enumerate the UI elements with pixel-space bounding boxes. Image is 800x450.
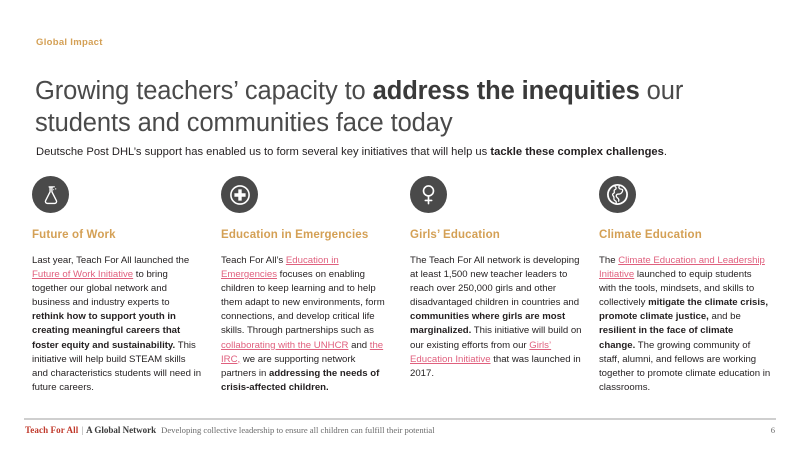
body-text: Teach For All’s: [221, 255, 286, 266]
body-text: that was launched in 2017.: [410, 353, 581, 379]
page-title: [35, 75, 770, 139]
body-text: The growing community of staff, alumni, and fellows are working together to promote climate education in classrooms.: [599, 339, 771, 393]
body-text: and: [348, 339, 370, 351]
body-text: This initiative will help build STEAM skills and characteristics students will need in future careers.: [32, 339, 202, 393]
initiative-heading: Climate Education: [599, 229, 702, 241]
initiatives-columns: [32, 176, 772, 395]
female-symbol-icon: [410, 176, 447, 213]
initiative-body: [32, 254, 204, 395]
body-text: Last year, Teach For All launched the: [32, 255, 190, 266]
body-text: This initiative will build on our existing efforts from our: [410, 325, 582, 351]
body-link[interactable]: Girls’ Education Initiative: [410, 339, 552, 365]
body-text: The Teach For All network is developing at least 1,500 new teacher leaders to reach over 250,000 girls and other disadvantaged children in countries and: [410, 255, 580, 309]
title-part-2: our students and communities face today: [35, 77, 684, 138]
body-text: and be: [708, 311, 741, 323]
body-text: The: [599, 255, 619, 266]
initiative-column-education-in-emergencies: [221, 176, 393, 395]
initiative-body: [599, 254, 771, 395]
initiative-column-future-of-work: [32, 176, 204, 395]
body-emphasis: addressing the needs of crisis-affected children.: [221, 367, 380, 393]
body-emphasis: rethink how to support youth in creating meaningful careers that foster equity and sustainability.: [32, 311, 181, 351]
initiative-heading: Future of Work: [32, 229, 116, 241]
footer: [25, 425, 775, 435]
initiative-body: [410, 254, 582, 381]
body-text: launched to equip students with the tools, mindsets, and skills to collectively: [599, 269, 755, 309]
body-emphasis: communities where girls are most marginalized.: [410, 311, 566, 337]
body-link[interactable]: Education in Emergencies: [221, 255, 339, 281]
brand-subtitle: A Global Network: [86, 425, 157, 435]
brand-separator: |: [81, 425, 84, 435]
flask-icon: [32, 176, 69, 213]
eyebrow-label: Global Impact: [36, 37, 103, 48]
body-link[interactable]: Climate Education and Leadership Initiative: [599, 255, 765, 281]
title-emphasis: address the inequities: [372, 77, 640, 106]
initiative-body: [221, 254, 393, 395]
body-text: to bring together our global network and business and industry experts to: [32, 269, 170, 309]
body-text: focuses on enabling children to keep learning and to help them adapt to new environments, form connections, and develop critical life skills. Through partnerships such as: [221, 269, 385, 337]
title-part-1: Growing teachers’ capacity to: [35, 77, 373, 106]
brand-name: Teach For All: [25, 425, 79, 435]
page-number: 6: [770, 425, 775, 435]
initiative-heading: Education in Emergencies: [221, 229, 369, 241]
medical-cross-icon: [221, 176, 258, 213]
subtitle-emphasis: tackle these complex challenges: [490, 146, 664, 159]
initiative-heading: Girls’ Education: [410, 229, 500, 241]
subtitle-part-1: Deutsche Post DHL’s support has enabled us to form several key initiatives that will help us: [36, 146, 491, 159]
body-emphasis: mitigate the climate crisis, promote climate justice,: [599, 297, 769, 323]
body-link[interactable]: collaborating with the UNHCR: [221, 339, 349, 351]
body-emphasis: resilient in the face of climate change.: [599, 325, 734, 351]
body-link[interactable]: the IRC,: [221, 339, 384, 365]
subtitle-part-2: .: [663, 146, 667, 159]
footer-divider: [24, 418, 776, 420]
initiative-column-girls-education: [410, 176, 582, 395]
footer-tagline: Developing collective leadership to ensure all children can fulfill their potential: [161, 425, 435, 435]
subtitle: [36, 144, 776, 160]
body-link[interactable]: Future of Work Initiative: [32, 269, 134, 281]
body-text: we are supporting network partners in: [221, 353, 356, 379]
initiative-column-climate-education: [599, 176, 771, 395]
globe-icon: [599, 176, 636, 213]
